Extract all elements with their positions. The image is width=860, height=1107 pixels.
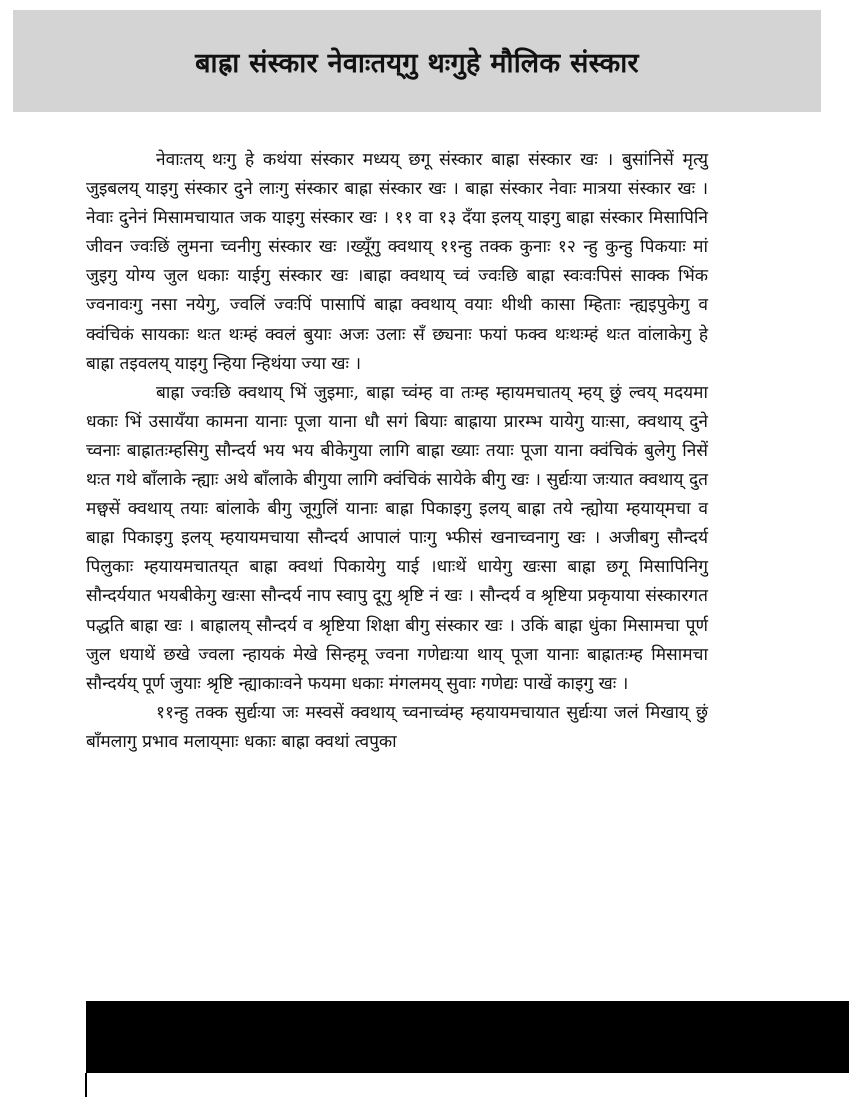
- redaction-bar: [86, 1001, 849, 1073]
- document-title: बाह्रा संस्कार नेवाःतय्‌गु थःगुहे मौलिक संस्कार: [195, 47, 639, 79]
- paragraph-2: बाह्रा ज्वःछि क्वथाय्‌ भिं जुइमाः, बाह्रा च्वंम्ह वा तःम्ह म्हायमचातय्‌ म्हय्‌ छुं ल्वय्‌ मदयमा धकाः भिं उसायँया कामना यानाः पूजा याना धौ सगं बियाः बाह्राया प्रारम्भ यायेगु याःसा, क्वथाय्‌ दुने च्वनाः बाह्रातःम्हसिगु सौन्दर्य भय भय बीकेगुया लागि बाह्रा ख्याः तयाः पूजा याना क्वंचिकं बुलेगु निसें थःत गथे बाँलाके न्ह्याः अथे बाँलाके बीगुया लागि क्वंचिकं सायेके बीगु खः । सुर्द्यःया जःयात क्वथाय्‌ दुत मछ्वसें क्वथाय्‌ तयाः बांलाके बीगु जूगुलिं यानाः बाह्रा पिकाइगु इलय्‌ बाह्रा तये न्ह्योया म्हयाय्‌मचा व बाह्रा पिकाइगु इलय्‌ म्हयायमचाया सौन्दर्य आपालं पाःगु भ्फीसं खनाच्वनागु खः । अजीबगु सौन्दर्य पिलुकाः म्हयायमचातय्‌त बाह्रा क्वथां पिकायेगु याई ।धाःथें धायेगु खःसा बाह्रा छगू मिसापिनिगु सौन्दर्ययात भयबीकेगु खःसा सौन्दर्य नाप स्वापु दूगु श्रृष्टि नं खः । सौन्दर्य व श्रृष्टिया प्रकृयाया संस्कारगत पद्धति बाह्रा खः । बाह्रालय्‌ सौन्दर्य व श्रृष्टिया शिक्षा बीगु संस्कार खः । उकिं बाह्रा धुंका मिसामचा पूर्ण जुल धयाथें छखे ज्वला न्हायकं मेखे सिन्हमू ज्वना गणेद्यःया थाय्‌ पूजा यानाः बाह्रातःम्ह मिसामचा सौन्दर्यय्‌ पूर्ण जुयाः श्रृष्टि न्ह्याकाःवने फयमा धकाः मंगलमय्‌ सुवाः गणेद्यः पाखें काइगु खः ।: [86, 382, 708, 694]
- document-body: [86, 146, 708, 757]
- title-banner: [13, 10, 821, 112]
- paragraph-1: नेवाःतय्‌ थःगु हे कथंया संस्कार मध्यय्‌ छगू संस्कार बाह्रा संस्कार खः । बुसांनिसें मृत्यु जुइबलय्‌ याइगु संस्कार दुने लाःगु संस्कार बाह्रा संस्कार खः । बाह्रा संस्कार नेवाः मात्रया संस्कार खः । नेवाः दुनेनं मिसामचायात जक याइगु संस्कार खः । ११ वा १३ दँया इलय्‌ याइगु बाह्रा संस्कार मिसापिनि जीवन ज्वःछिं लुमना च्वनीगु संस्कार खः ।ख्यूँगु क्वथाय्‌ ११न्हु तक्क कुनाः १२ न्हु कुन्हु पिकयाः मां जुइगु योग्य जुल धकाः याईगु संस्कार खः ।बाह्रा क्वथाय्‌ च्वं ज्वःछि बाह्रा स्वःवःपिसं साक्क भिंक ज्वनावःगु नसा नयेगु, ज्वलिं ज्वःपिं पासापिं बाह्रा क्वथाय्‌ वयाः थीथी कासा म्हिताः न्ह्यइपुकेगु व क्वंचिकं सायकाः थःत थःम्हं क्वलं बुयाः अजः उलाः सँ छ्यनाः फयां फक्व थःथःम्हं थःत वांलाकेगु हे बाह्रा तइवलय्‌ याइगु न्हिया न्हिथंया ज्या खः ।: [86, 150, 708, 374]
- paragraph-3: ११न्हु तक्क सुर्द्यःया जः मस्वसें क्वथाय्‌ च्वनाच्वंम्ह म्हयायमचायात सुर्द्यःया जलं मिखाय्‌ छुं बाँमलागु प्रभाव मलाय्‌माः धकाः बाह्रा क्वथां त्वपुका: [86, 702, 708, 752]
- page-margin-line: [85, 1073, 87, 1097]
